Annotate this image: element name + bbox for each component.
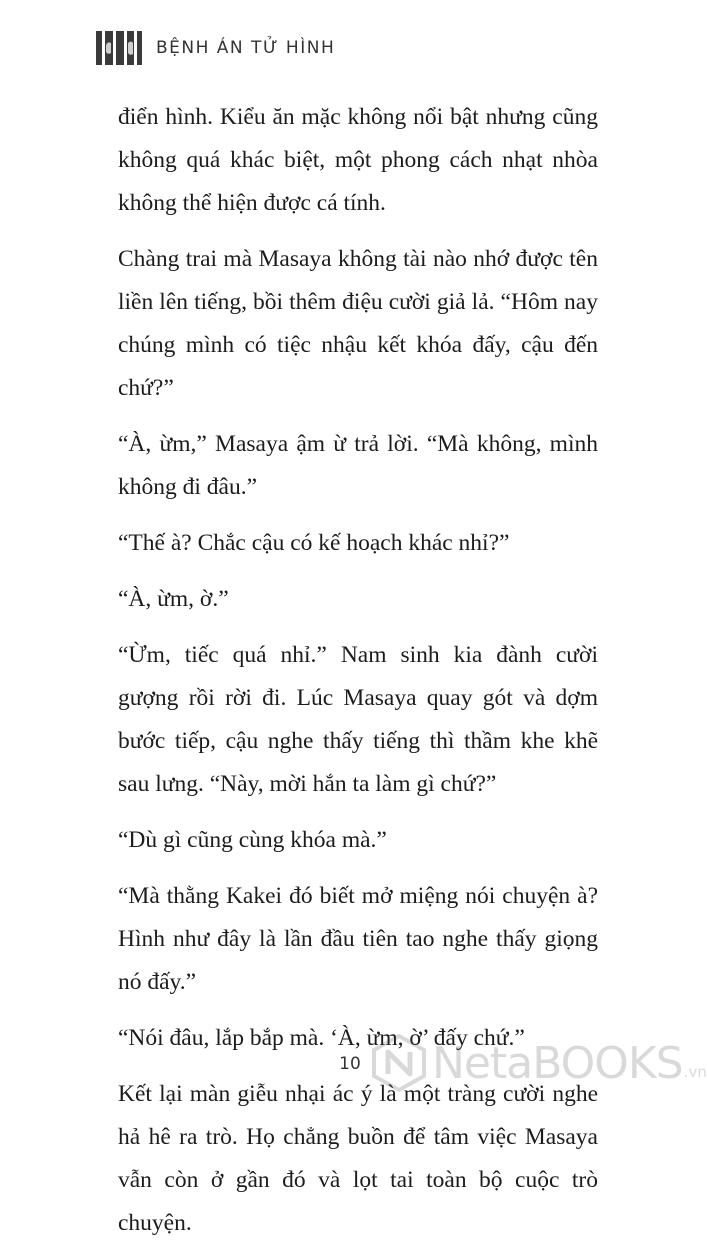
running-title: BỆNH ÁN TỬ HÌNH xyxy=(156,38,336,58)
watermark xyxy=(370,1034,707,1092)
prison-bars-hands-icon xyxy=(96,31,142,65)
paragraph: Kết lại màn giễu nhại ác ý là một tràng cười nghe hả hê ra trò. Họ chẳng buồn để tâm việc Masaya vẫn còn ở gần đó và lọt tai toàn bộ cuộc trò chuyện. xyxy=(118,1081,598,1236)
watermark-text: NetaBOOKS xyxy=(432,1037,683,1089)
paragraph: “Mà thằng Kakei đó biết mở miệng nói chuyện à? Hình như đây là lần đầu tiên tao nghe thấy giọng nó đấy.” xyxy=(118,883,598,995)
paragraph: “Nói đâu, lắp bắp mà. ‘À, ừm, ờ’ đấy chứ.” xyxy=(118,1025,525,1051)
paragraph: “Thế à? Chắc cậu có kế hoạch khác nhỉ?” xyxy=(118,530,510,556)
paragraph: điển hình. Kiểu ăn mặc không nổi bật nhưng cũng không quá khác biệt, một phong cách nhạt nhòa không thể hiện được cá tính. xyxy=(118,104,598,216)
watermark-suffix: .vn xyxy=(683,1063,707,1081)
netabooks-n-icon xyxy=(370,1034,428,1092)
paragraph: “À, ừm,” Masaya ậm ừ trả lời. “Mà không, mình không đi đâu.” xyxy=(118,431,598,500)
page-number: 10 xyxy=(339,1054,361,1074)
paragraph: “Ừm, tiếc quá nhỉ.” Nam sinh kia đành cười gượng rồi rời đi. Lúc Masaya quay gót và dợm bước tiếp, cậu nghe thấy tiếng thì thầm khe khẽ sau lưng. “Này, mời hắn ta làm gì chứ?” xyxy=(118,642,598,797)
paragraph: “Dù gì cũng cùng khóa mà.” xyxy=(118,827,387,853)
paragraph: Chàng trai mà Masaya không tài nào nhớ được tên liền lên tiếng, bồi thêm điệu cười giả lả. “Hôm nay chúng mình có tiệc nhậu kết khóa đấy, cậu đến chứ?” xyxy=(118,246,598,401)
paragraph: “À, ừm, ờ.” xyxy=(118,586,229,612)
running-header xyxy=(96,30,335,66)
